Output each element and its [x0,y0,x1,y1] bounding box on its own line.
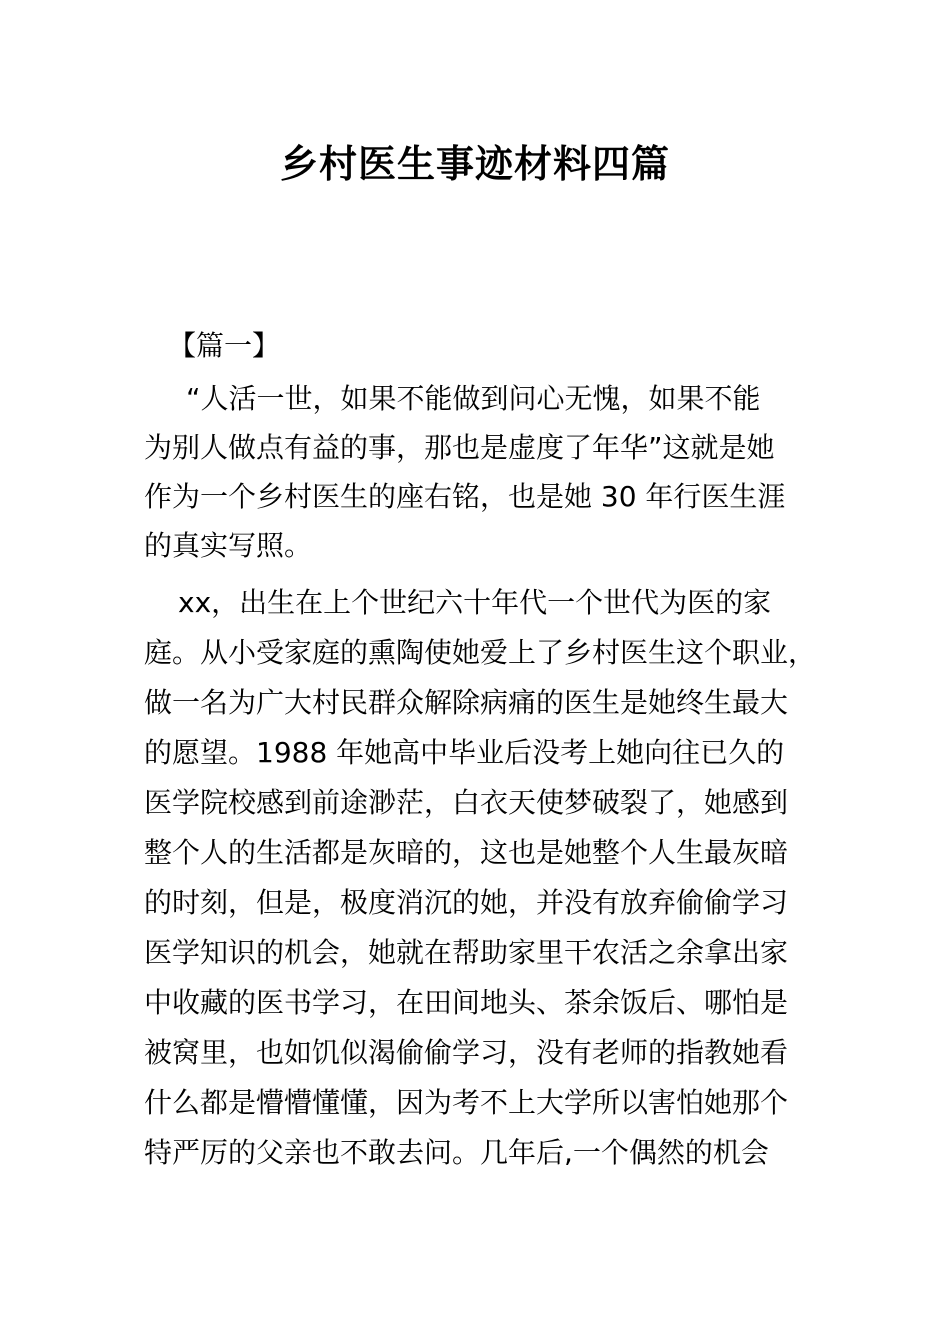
paragraph-line: 为别人做点有益的事，那也是虚度了年华”这就是她 [144,431,775,464]
paragraph-line: 的真实写照。 [144,529,313,562]
paragraph-line: 医学知识的机会，她就在帮助家里干农活之余拿出家 [144,936,789,969]
paragraph-line: 医学院校感到前途渺茫，白衣天使梦破裂了，她感到 [144,786,789,819]
paragraph-line: 的愿望。1988 年她高中毕业后没考上她向往已久的 [144,736,785,769]
paragraph-line: 什么都是懵懵懂懂，因为考不上大学所以害怕她那个 [144,1086,789,1119]
paragraph-line: 特严厉的父亲也不敢去问。几年后,一个偶然的机会 [144,1136,769,1169]
paragraph-line: xx，出生在上个世纪六十年代一个世代为医的家 [178,586,772,619]
paragraph-line: 整个人的生活都是灰暗的，这也是她整个人生最灰暗 [144,836,789,869]
paragraph-line: 被窝里，也如饥似渴偷偷学习，没有老师的指教她看 [144,1036,789,1069]
paragraph-line: 作为一个乡村医生的座右铭，也是她 30 年行医生涯 [144,480,786,513]
paragraph-line: 中收藏的医书学习，在田间地头、茶余饭后、哪怕是 [144,986,789,1019]
paragraph-line: 庭。从小受家庭的熏陶使她爱上了乡村医生这个职业， [144,636,817,669]
paragraph-line: 做一名为广大村民群众解除病痛的医生是她终生最大 [144,686,789,719]
section-heading: 【篇一】 [168,329,281,362]
document-title: 乡村医生事迹材料四篇 [279,142,670,186]
paragraph-line: “人活一世，如果不能做到问心无愧，如果不能 [186,382,761,415]
paragraph-line: 的时刻，但是，极度消沉的她，并没有放弃偷偷学习 [144,886,789,919]
